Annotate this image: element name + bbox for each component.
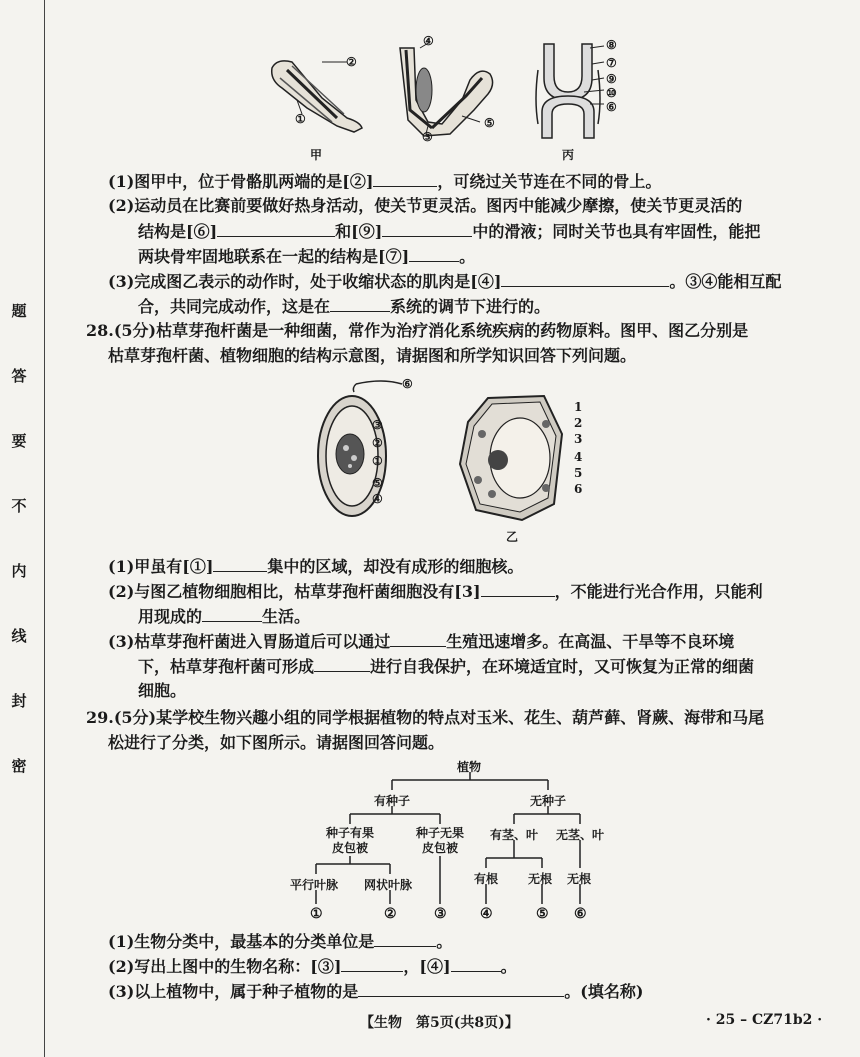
bacterium-num: ⑤ [372, 476, 383, 490]
q29-line1: (1)生物分类中，最基本的分类单位是 。 [108, 932, 453, 951]
fig-num: ⑤ [484, 116, 495, 130]
fig-num: ③ [422, 130, 433, 144]
tree-node-gymnosperm: 种子无果 皮包被 [416, 826, 465, 855]
fig-num: ⑥ [606, 100, 617, 114]
tree-node-stemleaf: 有茎、叶 [490, 828, 539, 842]
tree-node-noroot2: 无根 [567, 872, 592, 886]
bacterium-num: ① [372, 454, 383, 468]
q29-stem-line1: 29.(5分)某学校生物兴趣小组的同学根据植物的特点对玉米、花生、葫芦藓、肾蕨、海带和马尾 [86, 708, 765, 727]
tree-leaf: ② [384, 906, 397, 922]
seal-char: 要 [11, 432, 27, 450]
q27-line1: (1)图甲中，位于骨骼肌两端的是[②] ，可绕过关节连在不同的骨上。 [108, 172, 662, 191]
fig-num: ② [346, 55, 357, 69]
bacterium-num: ④ [372, 492, 383, 506]
bacterium-num: ③ [372, 418, 383, 432]
tree-leaf: ③ [434, 906, 447, 922]
figure-caption-bing: 丙 [562, 148, 575, 162]
tree-leaf: ⑤ [536, 906, 549, 922]
q28-stem-line2: 枯草芽孢杆菌、植物细胞的结构示意图，请据图和所学知识回答下列问题。 [108, 346, 637, 365]
tree-leaf: ④ [480, 906, 493, 922]
tree-node-noroot: 无根 [528, 872, 553, 886]
q28-line5: 下，枯草芽孢杆菌可形成 进行自我保护，在环境适宜时，又可恢复为正常的细菌 [138, 657, 755, 676]
plant-cell-num: 2 [574, 416, 583, 430]
seal-char: 内 [11, 562, 27, 580]
tree-node-net: 网状叶脉 [364, 878, 413, 892]
seal-char: 封 [11, 692, 27, 710]
tree-leaf: ① [310, 906, 323, 922]
page-code: · 25 – CZ71b2 · [706, 1012, 823, 1028]
seal-char: 题 [11, 302, 27, 320]
plant-cell-num: 5 [574, 466, 583, 480]
figure-caption-jia: 甲 [310, 148, 323, 162]
tree-leaf: ⑥ [574, 906, 587, 922]
q28-line4: (3)枯草芽孢杆菌进入胃肠道后可以通过 生殖迅速增多。在高温、干旱等不良环境 [108, 632, 735, 651]
tree-node-seed: 有种子 [374, 794, 411, 808]
seal-char: 不 [11, 497, 27, 515]
plant-cell-num: 3 [574, 432, 583, 446]
q27-line5: (3)完成图乙表示的动作时，处于收缩状态的肌肉是[④] 。③④能相互配 [108, 272, 782, 291]
seal-char: 线 [11, 627, 27, 645]
seal-char: 密 [11, 757, 27, 775]
fig-num: ④ [423, 34, 434, 48]
tree-node-nostemleaf: 无茎、叶 [556, 828, 605, 842]
tree-node-noseed: 无种子 [530, 794, 567, 808]
plant-cell-num: 1 [574, 400, 583, 414]
figure-caption-yi: 乙 [506, 530, 519, 544]
plant-cell-num: 4 [574, 450, 583, 464]
fig-num: ⑧ [606, 38, 617, 52]
bacterium-num: ② [372, 436, 383, 450]
q29-line2: (2)写出上图中的生物名称：[③] ，[④] 。 [108, 957, 517, 976]
q28-line1: (1)甲虽有[①] 集中的区域，却没有成形的细胞核。 [108, 557, 524, 576]
fig-num: ⑨ [606, 72, 617, 86]
fig-num: ⑦ [606, 56, 617, 70]
q28-line6: 细胞。 [138, 681, 187, 700]
q27-line2: (2)运动员在比赛前要做好热身活动，使关节更灵活。图丙中能减少摩擦，使关节更灵活的 [108, 196, 743, 215]
q29-line3: (3)以上植物中，属于种子植物的是 。(填名称) [108, 982, 644, 1001]
page-footer: 【生物 第5页(共8页)】 [360, 1015, 519, 1031]
q28-stem-line1: 28.(5分)枯草芽孢杆菌是一种细菌，常作为治疗消化系统疾病的药物原料。图甲、图乙分别是 [86, 321, 749, 340]
seal-char: 答 [11, 367, 27, 385]
q29-stem-line2: 松进行了分类，如下图所示。请据图回答问题。 [108, 733, 445, 752]
q27-line3: 结构是[⑥] 和[⑨] 中的滑液；同时关节也具有牢固性，能把 [138, 222, 761, 241]
tree-node-hasroot: 有根 [474, 872, 499, 886]
q27-line4: 两块骨牢固地联系在一起的结构是[⑦] 。 [138, 247, 476, 266]
tree-node-root: 植物 [457, 760, 482, 774]
q27-line6: 合，共同完成动作，这是在 系统的调节下进行的。 [138, 297, 551, 316]
fig-num: ① [295, 112, 306, 126]
plant-cell-num: 6 [574, 482, 583, 496]
q28-line2: (2)与图乙植物细胞相比，枯草芽孢杆菌细胞没有[3] ，不能进行光合作用，只能利 [108, 582, 763, 601]
tree-node-parallel: 平行叶脉 [290, 878, 339, 892]
bacterium-num: ⑥ [402, 377, 413, 391]
q28-line3: 用现成的 生活。 [138, 607, 311, 626]
tree-node-angiosperm: 种子有果 皮包被 [326, 826, 375, 855]
fig-num: ⑩ [606, 86, 617, 100]
